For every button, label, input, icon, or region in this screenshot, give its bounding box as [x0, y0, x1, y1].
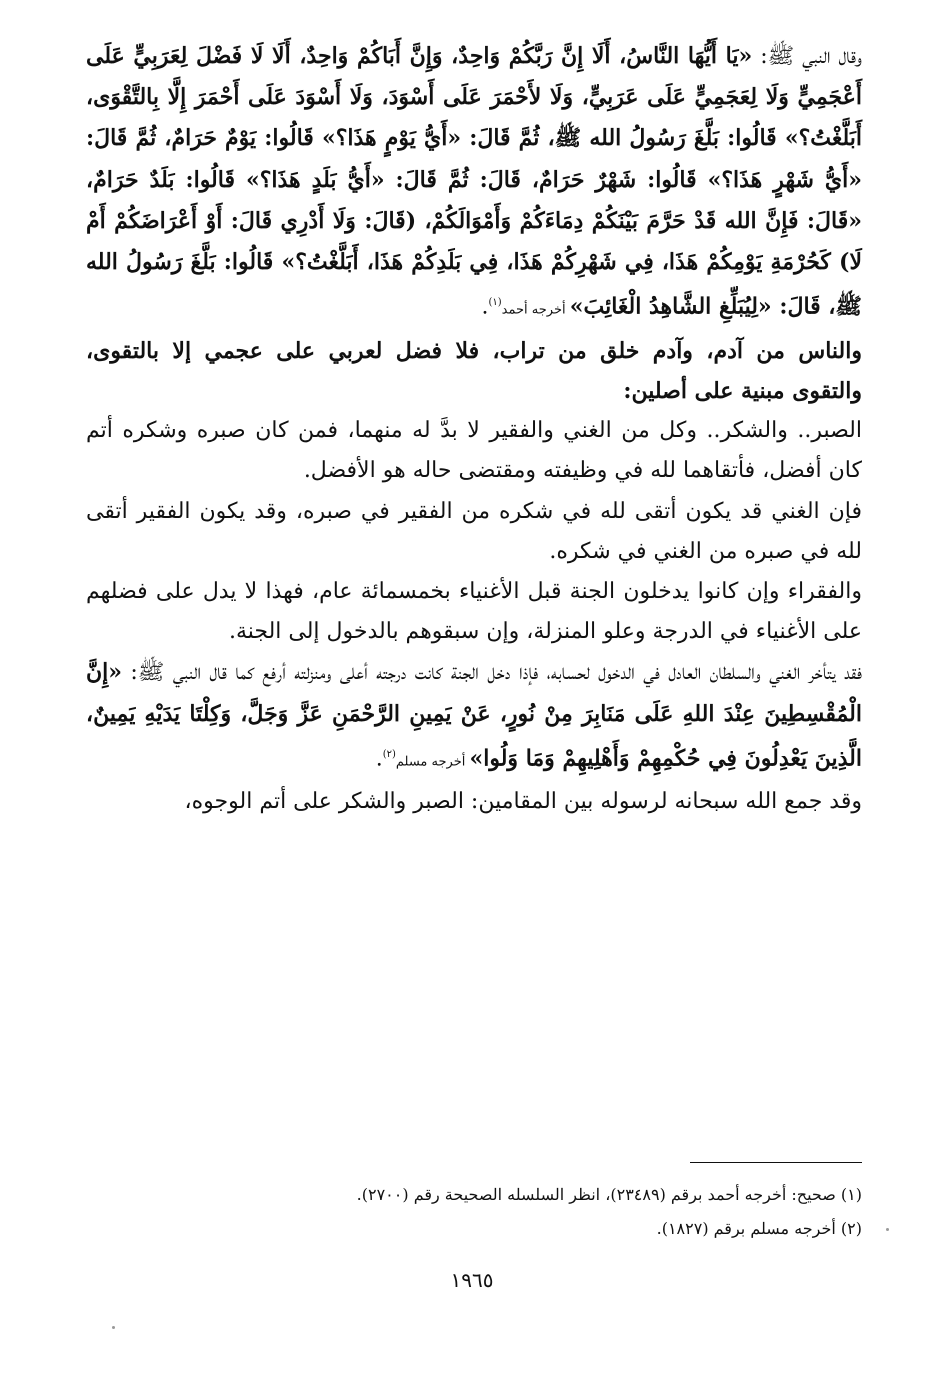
period: .: [481, 294, 489, 320]
bold-paragraph: والناس من آدم، وآدم خلق من تراب، فلا فضل لعربي على عجمي إلا بالتقوى، والتقوى مبنية على أصلين:: [86, 337, 862, 404]
hadith-quote: «يَا أَيُّهَا النَّاسُ، أَلَا إِنَّ رَبَّكُمْ وَاحِدٌ، وَإِنَّ أَبَاكُمْ وَاحِدٌ، أَلَا لَا فَضْلَ لِعَرَبِيٍّ عَلَى أَعْجَمِيٍّ وَلَا لِعَجَمِيٍّ عَلَى عَرَبِيٍّ، وَلَا لأَحْمَرَ عَلَى أَسْوَدَ، وَلَا أَسْوَدَ عَلَى أَحْمَرَ إِلَّا بِالتَّقْوَى، أَبَلَّغْتُ؟» قَالُوا: بَلَّغَ رَسُولُ الله ﷺ، ثُمَّ قَالَ: «أَيُّ يَوْمٍ هَذَا؟» قَالُوا: يَوْمٌ حَرَامٌ، ثُمَّ قَالَ: «أَيُّ شَهْرٍ هَذَا؟» قَالُوا: شَهْرٌ حَرَامٌ، قَالَ: ثُمَّ قَالَ: «أَيُّ بَلَدٍ هَذَا؟» قَالُوا: بَلَدٌ حَرَامٌ، «قَالَ: فَإِنَّ الله قَدْ حَرَّمَ بَيْنَكُمْ دِمَاءَكُمْ وَأَمْوَالَكُمْ، (قَالَ: وَلَا أَدْرِي قَالَ: أَوْ أَعْرَاضَكُمْ أَمْ لَا) كَحُرْمَةِ يَوْمِكُمْ هَذَا، فِي شَهْرِكُمْ هَذَا، فِي بَلَدِكُمْ هَذَا، أَبَلَّغْتُ؟» قَالُوا: بَلَّغَ رَسُولُ الله ﷺ، قَالَ: «لِيُبَلِّغِ الشَّاهِدُ الْغَائِبَ»: [86, 43, 863, 320]
footnote-divider: [690, 1162, 862, 1163]
paragraph-rich: فإن الغني قد يكون أتقى لله في شكره من الفقير في صبره، وقد يكون الفقير أتقى لله في صبره من الغني في شكره.: [86, 498, 862, 564]
period: .: [375, 746, 383, 772]
main-text: [86, 36, 862, 823]
hadith-paragraph-1: [86, 36, 862, 331]
footnote-ref: (٢): [382, 748, 396, 760]
footnotes: [86, 1178, 862, 1246]
paragraph-patience: الصبر.. والشكر.. وكل من الغني والفقير لا بدَّ له منهما، فمن كان صبره وشكره أتم كان أفضل، فأتقاهما لله في وظيفته ومقتضى حاله هو الأفضل.: [86, 418, 862, 484]
footnote-ref: (١): [488, 297, 502, 309]
hadith-quote: «إِنَّ الْمُقْسِطِينَ عِنْدَ اللهِ عَلَى مَنَابِرَ مِنْ نُورٍ، عَنْ يَمِينِ الرَّحْمَنِ عَزَّ وَجَلَّ، وَكِلْتَا يَدَيْهِ يَمِينٌ، الَّذِينَ يَعْدِلُونَ فِي حُكْمِهِمْ وَأَهْلِيهِمْ وَمَا وَلُوا»: [86, 659, 862, 772]
paragraph-intro: فقد يتأخر الغني والسلطان العادل في الدخول لحسابه، فإذا دخل الجنة كانت درجته أعلى ومنزلته أرفع كما قال النبي ﷺ:: [122, 660, 862, 686]
footnote-1: (١) صحيح: أخرجه أحمد برقم (٢٣٤٨٩)، انظر السلسله الصحيحة رقم (٢٧٠٠).: [356, 1185, 862, 1204]
paragraph-intro: وقال النبي ﷺ:: [752, 44, 862, 69]
paragraph-poor: والفقراء وإن كانوا يدخلون الجنة قبل الأغنياء بخمسمائة عام، فهذا لا يدل على فضلهم على الأغنياء في الدرجة وعلو المنزلة، وإن سبقوهم بالدخول إلى الجنة.: [86, 578, 862, 645]
scan-speck: [886, 1228, 889, 1231]
footnote-2: (٢) أخرجه مسلم برقم (١٨٢٧).: [656, 1219, 862, 1238]
scan-speck: [112, 1326, 115, 1329]
citation: أخرجه مسلم: [395, 754, 470, 770]
citation: أخرجه أحمد: [501, 302, 570, 318]
page-number: ١٩٦٥: [450, 1268, 494, 1292]
hadith-paragraph-2: [86, 652, 862, 782]
paragraph-final: وقد جمع الله سبحانه لرسوله بين المقامين: الصبر والشكر على أتم الوجوه،: [184, 789, 862, 815]
